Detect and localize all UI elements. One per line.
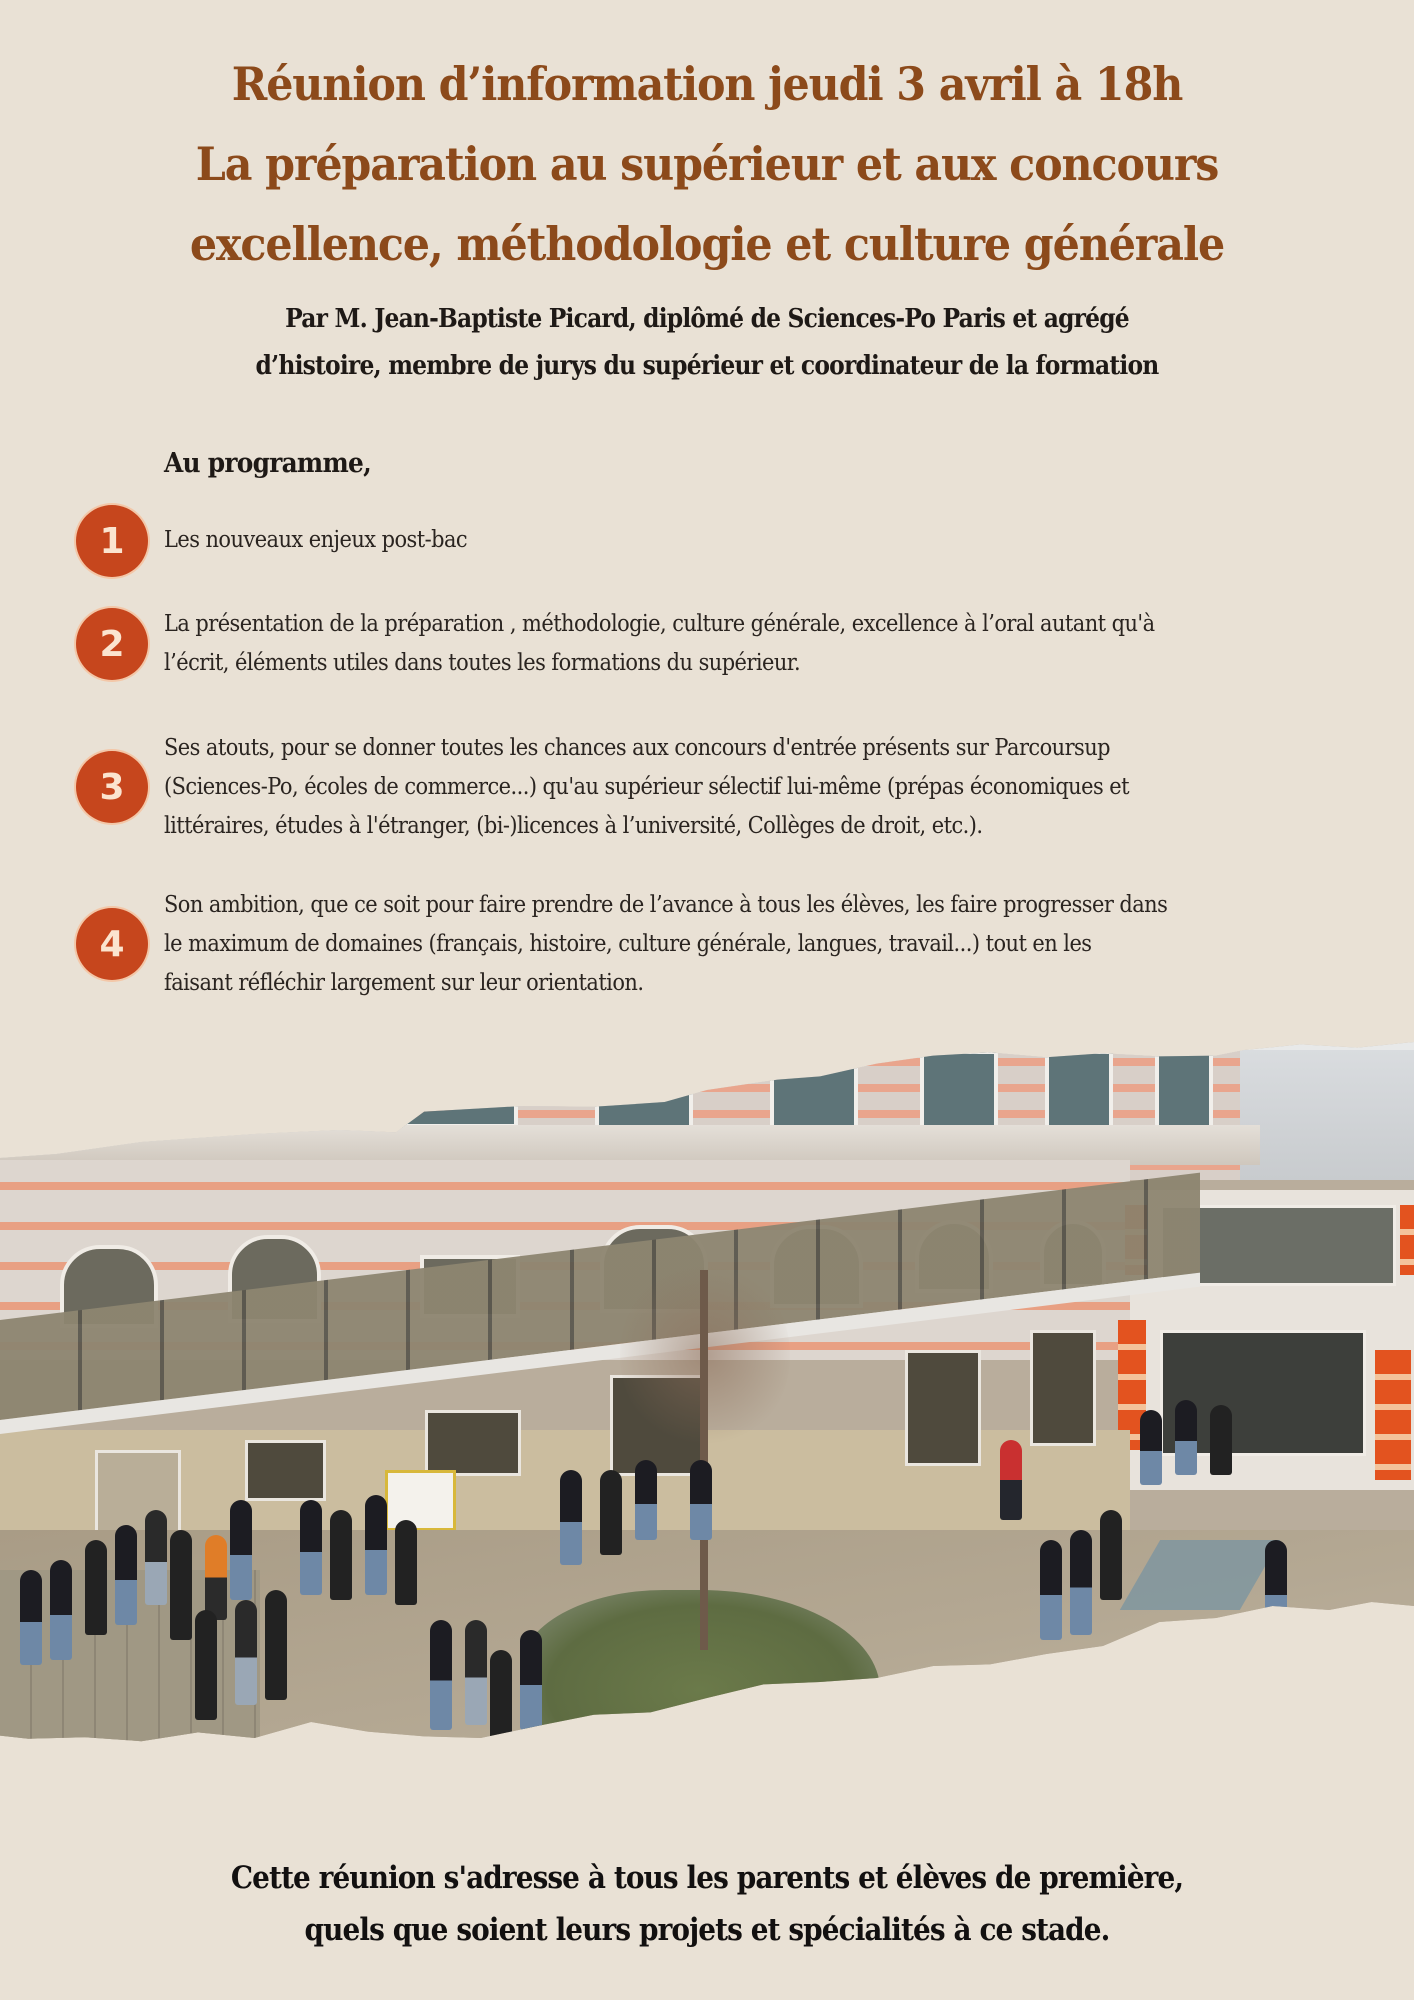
program-item-line: Ses atouts, pour se donner toutes les chances aux concours d'entrée présents sur Parcoursup (164, 735, 1111, 761)
student (85, 1540, 107, 1635)
student (265, 1590, 287, 1700)
program-item-line: Son ambition, que ce soit pour faire prendre de l’avance à tous les élèves, les faire progresser dans (164, 892, 1168, 918)
speaker-line-2: d’histoire, membre de jurys du supérieur et coordinateur de la formation (255, 351, 1159, 381)
student (520, 1630, 542, 1730)
student (910, 1690, 932, 1775)
program-item-text (164, 605, 1404, 683)
student (1210, 1405, 1232, 1475)
program-item-line: le maximum de domaines (français, histoire, culture générale, langues, travail...) tout en les (164, 931, 1092, 957)
student (230, 1500, 252, 1600)
student (365, 1495, 387, 1595)
number-circle-icon: 3 (76, 751, 148, 823)
student (1175, 1400, 1197, 1475)
event-title (0, 44, 1414, 284)
program-item-line: l’écrit, éléments utiles dans toutes les formations du supérieur. (164, 650, 801, 676)
title-line-date: Réunion d’information jeudi 3 avril à 18h (231, 57, 1183, 111)
audience-line-2: quels que soient leurs projets et spécialités à ce stade. (304, 1912, 1110, 1948)
student (20, 1570, 42, 1665)
window (400, 1090, 518, 1128)
student (560, 1470, 582, 1565)
program-item-text (164, 729, 1404, 846)
whiteboard (385, 1470, 456, 1531)
speaker-line-1: Par M. Jean-Baptiste Picard, diplômé de Sciences-Po Paris et agrégé (285, 304, 1129, 334)
student (1100, 1510, 1122, 1600)
window (425, 1410, 521, 1476)
student (1070, 1530, 1092, 1635)
student (1140, 1410, 1162, 1485)
program-item-line: Les nouveaux enjeux post-bac (164, 527, 468, 553)
program-item-text (164, 886, 1404, 1003)
school-courtyard-photo (0, 1030, 1414, 1830)
student (145, 1510, 167, 1605)
student (635, 1460, 657, 1540)
program-item-text (164, 521, 1404, 560)
window (1030, 1330, 1096, 1446)
student (465, 1620, 487, 1725)
student (690, 1460, 712, 1540)
title-line-topic: La préparation au supérieur et aux concours (195, 137, 1219, 191)
number-circle-icon: 4 (76, 908, 148, 980)
audience-line-1: Cette réunion s'adresse à tous les parents et élèves de première, (230, 1860, 1184, 1896)
orange-pillar (1375, 1350, 1411, 1480)
orange-pillar (1400, 1205, 1414, 1275)
student (300, 1500, 322, 1595)
student (1040, 1540, 1062, 1640)
student (115, 1525, 137, 1625)
program-item-line: littéraires, études à l'étranger, (bi-)licences à l’université, Collèges de droit, etc.). (164, 813, 983, 839)
student (235, 1600, 257, 1705)
student (430, 1620, 452, 1730)
audience-note (0, 1852, 1414, 1956)
student (1000, 1440, 1022, 1520)
student (205, 1535, 227, 1620)
program-item-line: (Sciences-Po, écoles de commerce...) qu'au supérieur sélectif lui-même (prépas économiques et (164, 774, 1129, 800)
window (245, 1440, 326, 1501)
program-item-line: faisant réfléchir largement sur leur orientation. (164, 970, 644, 996)
speaker-description (0, 296, 1414, 390)
window (905, 1350, 981, 1466)
cornice (0, 1125, 1260, 1165)
student (195, 1610, 217, 1720)
student (50, 1560, 72, 1660)
student (490, 1650, 512, 1760)
number-circle-icon: 1 (76, 505, 148, 577)
student (1265, 1540, 1287, 1640)
number-circle-icon: 2 (76, 608, 148, 680)
program-item-line: La présentation de la préparation , méthodologie, culture générale, excellence à l’oral autant qu'à (164, 611, 1155, 637)
title-line-themes: excellence, méthodologie et culture générale (189, 217, 1225, 271)
program-heading: Au programme, (164, 448, 372, 479)
student (170, 1530, 192, 1640)
student (330, 1510, 352, 1600)
student (600, 1470, 622, 1555)
student (395, 1520, 417, 1605)
background-building (1240, 1050, 1414, 1180)
